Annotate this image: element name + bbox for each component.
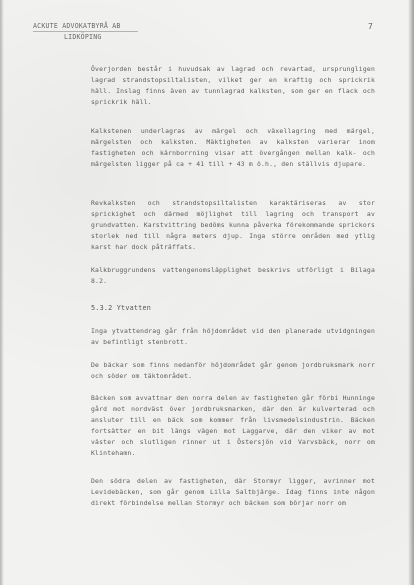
letterhead-rule (33, 31, 138, 32)
page-right-shadow (408, 0, 414, 585)
letterhead-city: LIDKÖPING (64, 33, 102, 41)
paragraph-appendix-ref: Kalkbruggrundens vattengenomsläpplighet beskrivs utförligt i Bilaga 8.2. (91, 266, 375, 285)
paragraph-limestone: Kalkstenen underlagras av märgel och växellagring med märgel, märgelsten och kalksten. Mäktigheten av kalksten varierar inom fastigheten och kärnborrning visar att övergången mellan kalk- och märgelsten ligger på ca + 41 till + 43 m ö.h., den ställvis djupare. (91, 127, 375, 168)
paragraph-no-streams: Inga ytvattendrag går från höjdområdet vid den planerade utvidgningen av befintligt stenbrott. (91, 327, 375, 346)
paragraph-bedrock: Överjorden består i huvudsak av lagrad och revartad, ursprungligen lagrad strandstopsiltalisten, vilket ger en kraftig och sprickrik häll. Inslag finns även av tunnlagrad kalksten, som ger en flack och sprickrik häll. (91, 65, 375, 106)
letterhead-firm-name: ACKUTE ADVOKATBYRÅ AB (33, 22, 121, 30)
paragraph-north-brook: Bäcken som avvattnar den norra delen av fastigheten går förbi Hunninge gård mot nordväst över jordbruksmarken, där den är kulverterad och ansluter till en bäck som kommer från livsmedelsindustrin. Bäcken fortsätter en bit längs vägen mot Laggarve, där den viker av mot väster och slutligen rinner ut i Östersjön vid Varvsbäck, norr om Klintehamn. (91, 394, 375, 457)
section-heading-ytvatten: 5.3.2 Ytvatten (91, 304, 152, 312)
paragraph-south-part: Den södra delen av fastigheten, där Stormyr ligger, avrinner mot Levidebäcken, som går genom Lilla Saltbjärge. Idag finns inte någon direkt förbindelse mellan Stormyr och bäcken som börjar norr om (91, 477, 375, 507)
paragraph-karst: Revkalksten och strandstopsiltalisten karaktäriseras av stor sprickighet och därmed möjlighet till lagring och transport av grundvatten. Karstvittring bedöms kunna påverka förekommande sprickors storlek ned till några meters djup. Inga större områden med ytlig karst har dock påträffats. (91, 199, 375, 251)
page-number: 7 (368, 22, 374, 31)
page-left-shadow (0, 0, 4, 585)
paragraph-brooks: De bäckar som finns nedanför höjdområdet går genom jordbruksmark norr och söder om täktområdet. (91, 361, 375, 380)
